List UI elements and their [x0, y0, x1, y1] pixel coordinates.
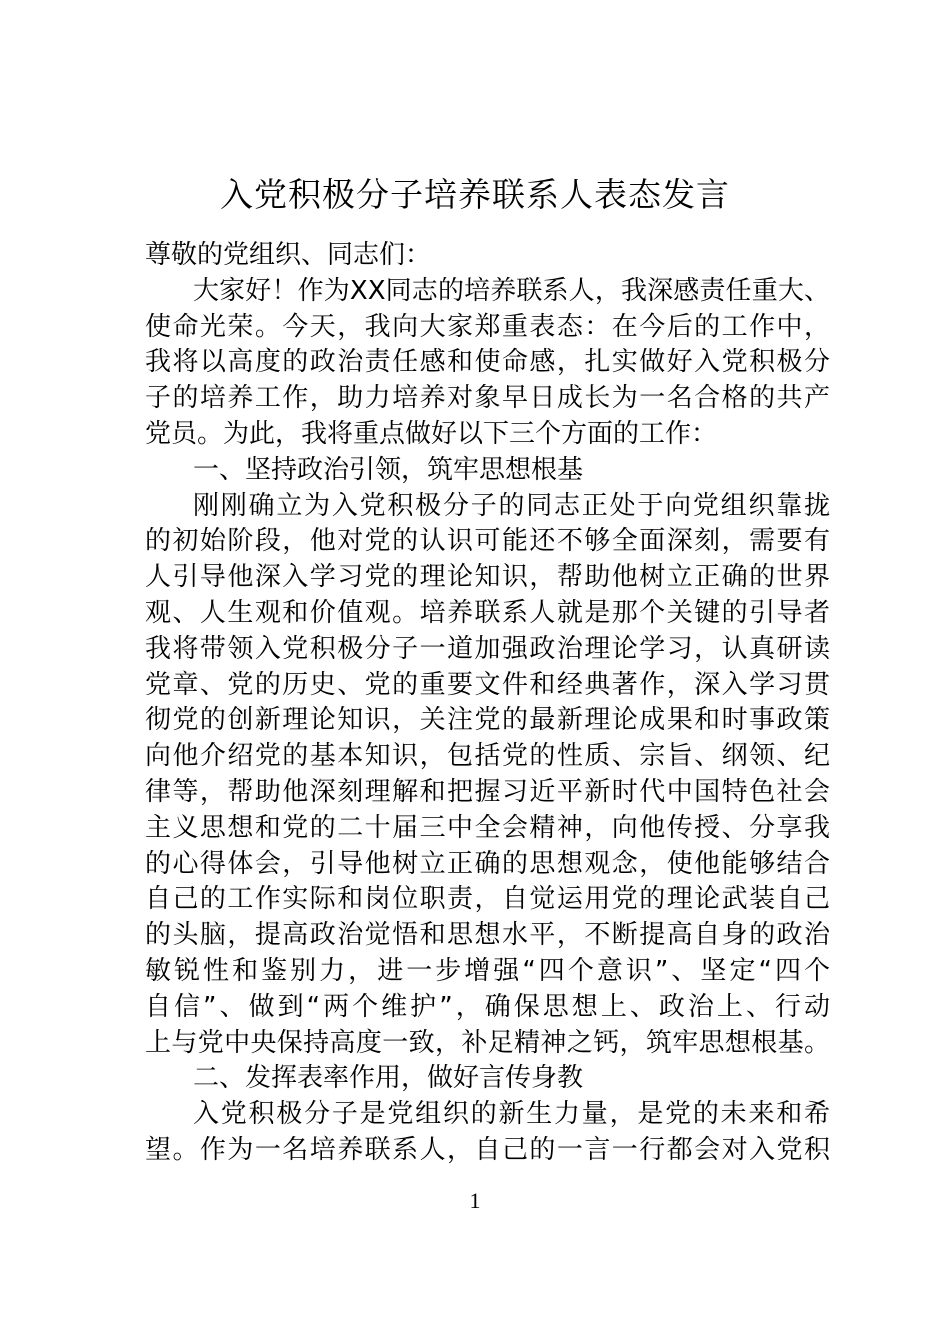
- salutation: 尊敬的党组织、同志们：: [145, 240, 432, 270]
- paragraph-line: 彻党的创新理论知识，关注党的最新理论成果和时事政策: [145, 705, 830, 736]
- paragraph-line: 党章、党的历史、党的重要文件和经典著作，深入学习贯: [145, 669, 830, 700]
- paragraph-line: 自己的工作实际和岗位职责，自觉运用党的理论武装自己: [145, 884, 830, 915]
- paragraph-line: 刚刚确立为入党积极分子的同志正处于向党组织靠拢: [193, 490, 830, 521]
- paragraph-line: 的初始阶段，他对党的认识可能还不够全面深刻，需要有: [145, 526, 830, 557]
- paragraph-line: 主义思想和党的二十届三中全会精神，向他传授、分享我: [145, 812, 830, 843]
- paragraph-line: 的头脑，提高政治觉悟和思想水平，不断提高自身的政治: [145, 920, 830, 951]
- paragraph-line: 上与党中央保持高度一致，补足精神之钙，筑牢思想根基。: [145, 1027, 830, 1058]
- paragraph-line: 自信”、做到“两个维护”，确保思想上、政治上、行动: [145, 991, 830, 1022]
- page-number: 1: [469, 1188, 481, 1213]
- section-heading-2: 二、发挥表率作用，做好言传身教: [193, 1063, 584, 1094]
- document-title: 入党积极分子培养联系人表态发言: [220, 175, 730, 214]
- paragraph-line: 敏锐性和鉴别力，进一步增强“四个意识”、坚定“四个: [145, 955, 830, 986]
- paragraph-line: 律等，帮助他深刻理解和把握习近平新时代中国特色社会: [145, 776, 830, 807]
- paragraph-line: 大家好！作为XX同志的培养联系人，我深感责任重大、: [193, 275, 830, 306]
- paragraph-line: 观、人生观和价值观。培养联系人就是那个关键的引导者: [145, 597, 830, 628]
- paragraph-line: 的心得体会，引导他树立正确的思想观念，使他能够结合: [145, 848, 830, 879]
- paragraph-line: 入党积极分子是党组织的新生力量，是党的未来和希: [193, 1099, 830, 1130]
- paragraph-line: 我将带领入党积极分子一道加强政治理论学习，认真研读: [145, 633, 830, 664]
- paragraph-line: 我将以高度的政治责任感和使命感，扎实做好入党积极分: [145, 347, 830, 378]
- paragraph-line: 子的培养工作，助力培养对象早日成长为一名合格的共产: [145, 383, 830, 414]
- paragraph-line: 使命光荣。今天，我向大家郑重表态：在今后的工作中，: [145, 311, 830, 342]
- document-body: [145, 238, 830, 1169]
- paragraph-line: 望。作为一名培养联系人，自己的一言一行都会对入党积: [145, 1134, 830, 1165]
- paragraph-line: 人引导他深入学习党的理论知识，帮助他树立正确的世界: [145, 562, 830, 593]
- paragraph-line: 党员。为此，我将重点做好以下三个方面的工作：: [145, 418, 718, 449]
- section-heading-1: 一、坚持政治引领，筑牢思想根基: [193, 454, 584, 485]
- paragraph-line: 向他介绍党的基本知识，包括党的性质、宗旨、纲领、纪: [145, 741, 830, 772]
